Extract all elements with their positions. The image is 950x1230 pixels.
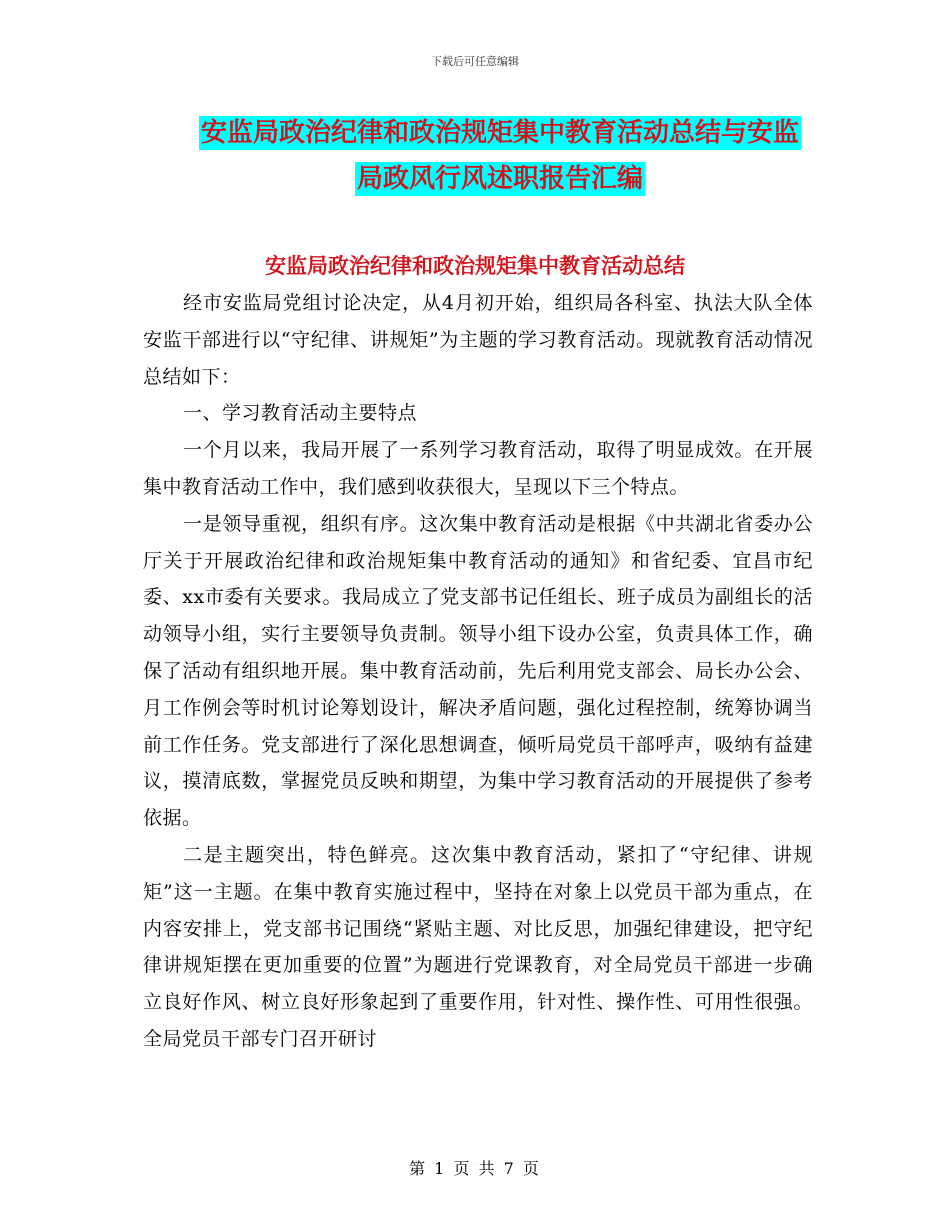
header-note: 下载后可任意编辑 [431,55,519,68]
document-title-line-1-text: 安监局政治纪律和政治规矩集中教育活动总结与安监 [200,118,799,148]
paragraph-point-2: 二是主题突出，特色鲜亮。这次集中教育活动，紧扣了“守纪律、讲规矩”这一主题。在集中教育实施过程中，坚持在对象上以党员干部为重点，在内容安排上，党支部书记围绕“紧贴主题、对比反思，加强纪律建设，把守纪律讲规矩摆在更加重要的位置”为题进行党课教育，对全局党员干部进一步确立良好作风、树立良好形象起到了重要作用，针对性、操作性、可用性很强。全局党员干部专门召开研讨 [143,843,813,1050]
document-title-line-2 [150,158,850,195]
document-title-line-1 [150,112,850,149]
paragraph-overview: 一个月以来，我局开展了一系列学习教育活动，取得了明显成效。在开展集中教育活动工作中，我们感到收获很大，呈现以下三个特点。 [143,439,813,498]
page-number: 第 1 页 共 7 页 [409,1159,541,1178]
paragraph-point-1: 一是领导重视，组织有序。这次集中教育活动是根据《中共湖北省委办公厅关于开展政治纪律和政治规矩集中教育活动的通知》和省纪委、宜昌市纪委、xx市委有关要求。我局成立了党支部书记任组长、班子成员为副组长的活动领导小组，实行主要领导负责制。领导小组下设办公室，负责具体工作，确保了活动有组织地开展。集中教育活动前，先后利用党支部会、局长办公会、月工作例会等时机讨论筹划设计，解决矛盾问题，强化过程控制，统筹协调当前工作任务。党支部进行了深化思想调查，倾听局党员干部呼声，吸纳有益建议，摸清底数，掌握党员反映和期望，为集中学习教育活动的开展提供了参考依据。 [143,512,813,830]
paragraph-intro: 经市安监局党组讨论决定，从4月初开始，组织局各科室、执法大队全体安监干部进行以“守纪律、讲规矩”为主题的学习教育活动。现就教育活动情况总结如下： [143,292,813,388]
body-text [143,285,813,1058]
paragraph-heading-1: 一、学习教育活动主要特点 [183,402,418,425]
document-title-line-2-text: 局政风行风述职报告汇编 [356,164,643,194]
section-title: 安监局政治纪律和政治规矩集中教育活动总结 [265,254,685,278]
